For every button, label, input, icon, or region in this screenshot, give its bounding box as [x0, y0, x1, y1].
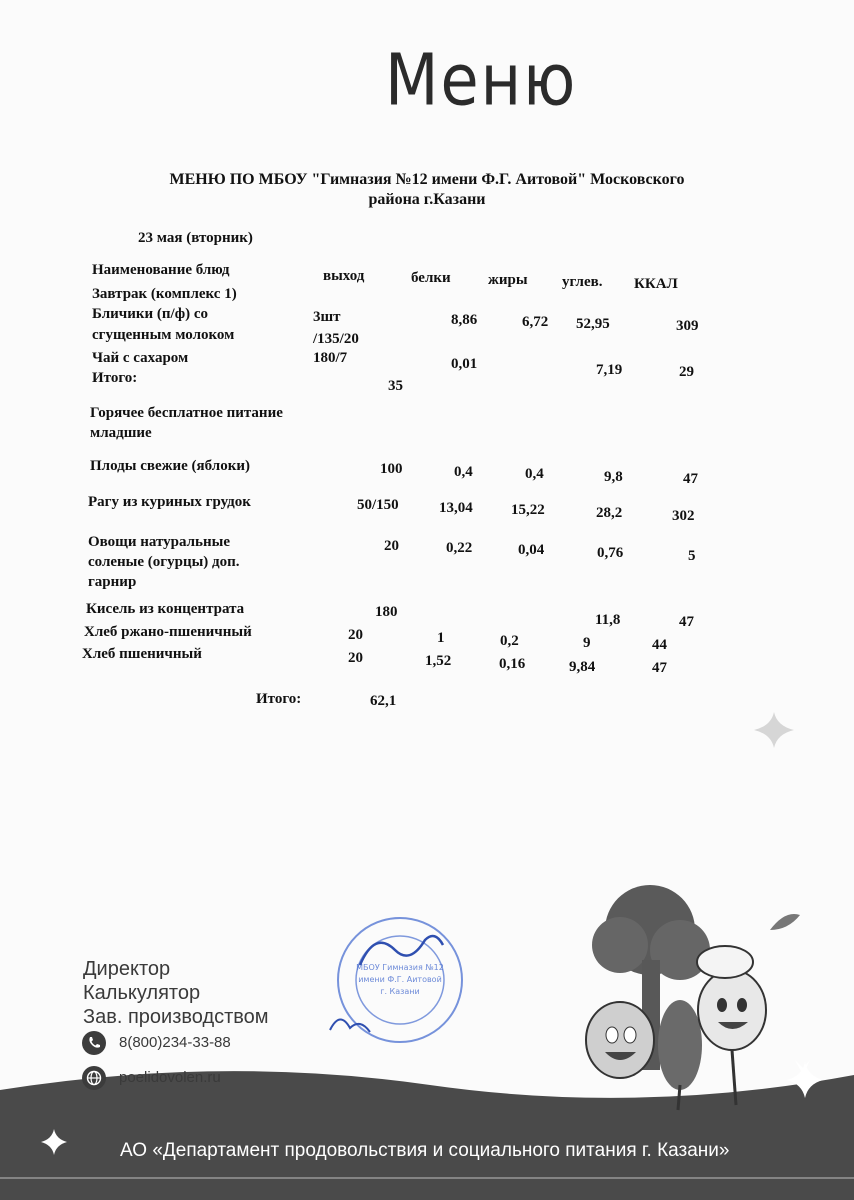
dish-name-line1: Бличики (п/ф) со	[92, 306, 209, 322]
col-yield-header: выход	[323, 268, 365, 284]
dish-yield: 20	[384, 538, 399, 554]
dish-protein: 1,52	[425, 653, 452, 669]
dish-carbs: 9	[583, 635, 591, 651]
dish-name: Хлеб ржано-пшеничный	[84, 624, 252, 640]
dish-yield: 180	[375, 604, 398, 620]
col-name-header: Наименование блюд	[92, 262, 230, 278]
dish-fat: 0,4	[525, 466, 544, 482]
dish-yield-line1: 3шт	[313, 309, 341, 325]
dish-protein: 0,22	[446, 540, 473, 556]
breakfast-total-value: 35	[388, 378, 403, 394]
dish-protein: 0,01	[451, 356, 478, 372]
dish-protein: 8,86	[451, 312, 478, 328]
phone-number[interactable]: 8(800)234-33-88	[119, 1034, 231, 1051]
col-fat-header: жиры	[488, 272, 528, 288]
dish-name: Хлеб пшеничный	[82, 646, 202, 662]
signatory-director: Директор	[83, 958, 171, 980]
dish-carbs: 11,8	[595, 612, 621, 628]
dish-name-line2: сгущенным молоком	[92, 327, 235, 343]
dish-fat: 0,16	[499, 656, 526, 672]
menu-date: 23 мая (вторник)	[138, 230, 253, 246]
phone-icon	[82, 1031, 106, 1055]
dish-fat: 15,22	[511, 502, 545, 518]
sparkle-icon	[40, 1128, 68, 1156]
dish-fat: 6,72	[522, 314, 549, 330]
section-hot-meal-line1: Горячее бесплатное питание	[90, 405, 283, 421]
document-title-line2: района г.Казани	[368, 191, 486, 208]
hot-meal-total-label: Итого:	[256, 691, 302, 707]
col-protein-header: белки	[411, 270, 451, 286]
dish-kcal: 47	[652, 660, 667, 676]
dish-yield: 180/7	[313, 350, 348, 366]
dish-carbs: 28,2	[596, 505, 623, 521]
col-kcal-header: ККАЛ	[634, 276, 678, 292]
dish-name-line2: соленые (огурцы) доп.	[88, 554, 240, 570]
website-link[interactable]: poelidovolen.ru	[119, 1069, 221, 1086]
dish-kcal: 29	[679, 364, 694, 380]
signatory-calculator: Калькулятор	[83, 982, 201, 1004]
dish-kcal: 44	[652, 637, 667, 653]
dish-yield-line2: /135/20	[313, 331, 359, 347]
globe-icon	[82, 1066, 106, 1090]
dish-name-line1: Овощи натуральные	[88, 534, 230, 550]
dish-fat: 0,2	[500, 633, 519, 649]
sparkle-icon	[752, 710, 796, 750]
dish-name: Плоды свежие (яблоки)	[90, 458, 250, 474]
svg-text:г. Казани: г. Казани	[380, 987, 420, 996]
dish-kcal: 302	[672, 508, 695, 524]
col-carbs-header: углев.	[562, 274, 603, 290]
sparkle-icon	[785, 1060, 825, 1100]
handwritten-title: Меню	[385, 38, 578, 122]
dish-yield: 100	[380, 461, 403, 477]
mascot-illustration	[560, 870, 810, 1120]
dish-fat: 0,04	[518, 542, 545, 558]
hot-meal-total-value: 62,1	[370, 693, 397, 709]
document-title-line1: МЕНЮ ПО МБОУ "Гимназия №12 имени Ф.Г. Аитовой" Московского	[169, 171, 685, 188]
dish-carbs: 52,95	[576, 316, 610, 332]
dish-protein: 13,04	[439, 500, 473, 516]
dish-yield: 50/150	[357, 497, 399, 513]
breakfast-total-label: Итого:	[92, 370, 138, 386]
dish-carbs: 7,19	[596, 362, 623, 378]
dish-yield: 20	[348, 627, 363, 643]
dish-carbs: 9,84	[569, 659, 596, 675]
dish-kcal: 47	[679, 614, 694, 630]
dish-kcal: 309	[676, 318, 699, 334]
dish-name-line3: гарнир	[88, 574, 137, 590]
dish-protein: 1	[437, 630, 445, 646]
svg-text:МБОУ Гимназия №12: МБОУ Гимназия №12	[356, 963, 444, 972]
dish-name: Рагу из куриных грудок	[88, 494, 251, 510]
dish-yield: 20	[348, 650, 363, 666]
signatory-production-head: Зав. производством	[83, 1006, 269, 1028]
dish-kcal: 5	[688, 548, 696, 564]
dish-name: Кисель из концентрата	[86, 601, 245, 617]
dish-carbs: 0,76	[597, 545, 624, 561]
section-breakfast: Завтрак (комплекс 1)	[92, 286, 237, 302]
organization-name: АО «Департамент продовольствия и социального питания г. Казани»	[120, 1140, 730, 1161]
dish-protein: 0,4	[454, 464, 473, 480]
svg-text:имени Ф.Г. Аитовой: имени Ф.Г. Аитовой	[358, 975, 442, 984]
dish-name: Чай с сахаром	[92, 350, 189, 366]
official-stamp	[315, 910, 485, 1050]
section-hot-meal-line2: младшие	[90, 425, 152, 441]
dish-carbs: 9,8	[604, 469, 623, 485]
dish-kcal: 47	[683, 471, 698, 487]
